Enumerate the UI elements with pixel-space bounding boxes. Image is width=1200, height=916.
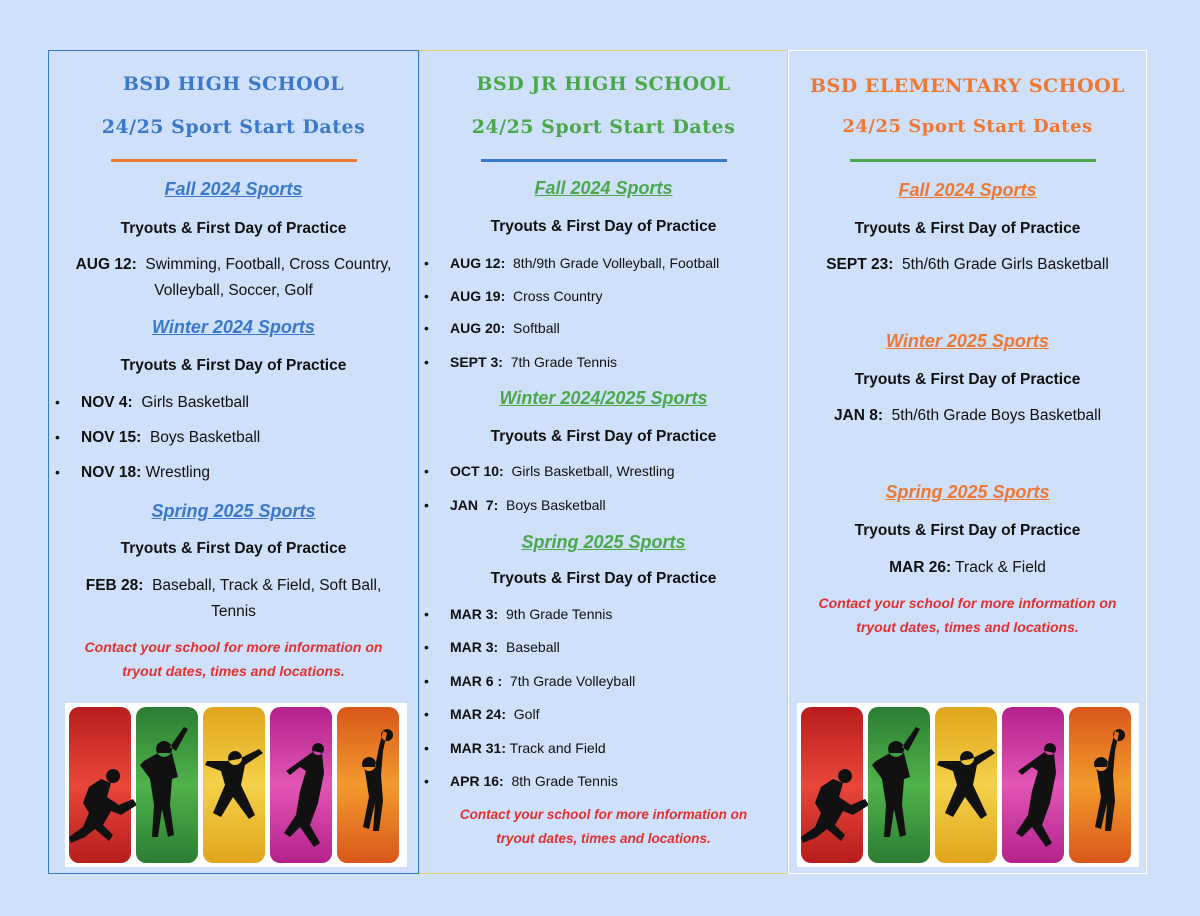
- item-date: AUG 19:: [450, 288, 506, 304]
- fall-heading: Fall 2024 Sports: [898, 180, 1037, 200]
- fall-sports-line2: Volleyball, Soccer, Golf: [154, 282, 313, 299]
- elementary-school-column: [788, 50, 1147, 874]
- divider: [850, 159, 1096, 162]
- item-sport: 7th Grade Tennis: [510, 354, 618, 370]
- contact-note: [789, 591, 1146, 639]
- page-title: 24/25 Sport Start Dates: [842, 116, 1093, 137]
- school-name: BSD HIGH SCHOOL: [122, 73, 345, 95]
- item-sport: Track and Field: [509, 740, 606, 756]
- item-date: NOV 15:: [81, 429, 142, 446]
- contact-line2: tryout dates, times and locations.: [496, 831, 711, 846]
- item-date: MAR 24:: [450, 706, 507, 722]
- spring-date: MAR 26:: [889, 559, 952, 576]
- item-sport: 7th Grade Volleyball: [509, 673, 636, 689]
- spring-sports-line2: Tennis: [211, 603, 256, 620]
- winter-item: [450, 497, 606, 513]
- item-date: JAN 7:: [450, 497, 499, 513]
- winter-subheading: Tryouts & First Day of Practice: [120, 357, 347, 374]
- item-date: NOV 18:: [81, 464, 142, 481]
- fall-subheading: Tryouts & First Day of Practice: [120, 220, 347, 237]
- spring-item: [450, 706, 539, 722]
- fall-item: [450, 320, 560, 336]
- spring-heading: Spring 2025 Sports: [885, 482, 1050, 502]
- item-date: MAR 31:: [450, 740, 507, 756]
- winter-date: JAN 8:: [833, 407, 884, 424]
- fall-sport: 5th/6th Grade Girls Basketball: [902, 256, 1109, 273]
- winter-subheading: Tryouts & First Day of Practice: [854, 371, 1081, 388]
- winter-heading: Winter 2024 Sports: [152, 317, 315, 337]
- fall-item: [450, 354, 617, 370]
- contact-note: [49, 635, 418, 683]
- fall-item: [450, 255, 719, 271]
- item-sport: Girls Basketball, Wrestling: [511, 463, 675, 479]
- item-sport: Golf: [513, 706, 540, 722]
- winter-sport: 5th/6th Grade Boys Basketball: [891, 407, 1102, 424]
- fall-heading: Fall 2024 Sports: [164, 179, 303, 199]
- spring-subheading: Tryouts & First Day of Practice: [490, 570, 717, 587]
- spring-date: FEB 28:: [85, 577, 144, 594]
- sports-silhouette-banner: [65, 703, 407, 867]
- banner-panel: [270, 707, 332, 863]
- spring-item: [450, 606, 612, 622]
- sports-silhouette-banner: [797, 703, 1139, 867]
- spring-sports-line1: Baseball, Track & Field, Soft Ball,: [152, 577, 382, 594]
- winter-subheading: Tryouts & First Day of Practice: [490, 428, 717, 445]
- spring-item: [450, 639, 560, 655]
- jr-high-school-column: [419, 50, 788, 874]
- winter-item: [81, 464, 210, 482]
- item-date: SEPT 3:: [450, 354, 503, 370]
- item-sport: Girls Basketball: [141, 394, 249, 411]
- winter-dates: [789, 403, 1146, 429]
- item-sport: Softball: [513, 320, 560, 336]
- item-date: OCT 10:: [450, 463, 504, 479]
- divider: [481, 159, 727, 162]
- contact-line1: Contact your school for more information on: [818, 595, 1117, 611]
- item-sport: Baseball: [506, 639, 560, 655]
- fall-heading: Fall 2024 Sports: [534, 178, 673, 198]
- spring-item: [450, 673, 635, 689]
- item-date: MAR 6 :: [450, 673, 503, 689]
- item-sport: Cross Country: [513, 288, 603, 304]
- contact-note: [420, 803, 787, 851]
- contact-line1: Contact your school for more information on: [459, 807, 748, 822]
- fall-date: SEPT 23:: [826, 256, 894, 273]
- item-sport: 9th Grade Tennis: [506, 606, 613, 622]
- fall-subheading: Tryouts & First Day of Practice: [490, 218, 717, 235]
- winter-item: [81, 429, 260, 447]
- spring-dates: [49, 573, 418, 625]
- contact-line1: Contact your school for more information on: [84, 639, 383, 655]
- item-sport: Wrestling: [145, 464, 210, 481]
- spring-item: [450, 773, 618, 789]
- spring-heading: Spring 2025 Sports: [151, 501, 316, 521]
- fall-dates: [49, 252, 418, 304]
- spring-item: [450, 740, 606, 756]
- item-date: MAR 3:: [450, 606, 499, 622]
- fall-date: AUG 12:: [75, 256, 137, 273]
- winter-heading: Winter 2024/2025 Sports: [499, 388, 708, 408]
- spring-heading: Spring 2025 Sports: [521, 532, 686, 552]
- item-sport: Boys Basketball: [149, 429, 261, 446]
- divider: [111, 159, 357, 162]
- contact-line2: tryout dates, times and locations.: [122, 663, 345, 679]
- page-title: 24/25 Sport Start Dates: [101, 116, 366, 138]
- spring-subheading: Tryouts & First Day of Practice: [854, 522, 1081, 539]
- fall-item: [450, 288, 602, 304]
- item-date: MAR 3:: [450, 639, 499, 655]
- contact-line2: tryout dates, times and locations.: [856, 619, 1079, 635]
- school-name: BSD JR HIGH SCHOOL: [476, 73, 731, 95]
- winter-item: [81, 394, 249, 412]
- spring-subheading: Tryouts & First Day of Practice: [120, 540, 347, 557]
- spring-dates: [789, 555, 1146, 581]
- school-name: BSD ELEMENTARY SCHOOL: [809, 75, 1126, 97]
- item-date: APR 16:: [450, 773, 504, 789]
- item-sport: Boys Basketball: [506, 497, 606, 513]
- fall-subheading: Tryouts & First Day of Practice: [854, 220, 1081, 237]
- item-sport: 8th Grade Tennis: [511, 773, 618, 789]
- high-school-column: [48, 50, 419, 874]
- item-date: NOV 4:: [81, 394, 133, 411]
- winter-item: [450, 463, 675, 479]
- fall-dates: [789, 252, 1146, 278]
- item-date: AUG 20:: [450, 320, 506, 336]
- page-title: 24/25 Sport Start Dates: [471, 116, 736, 138]
- winter-heading: Winter 2025 Sports: [886, 331, 1049, 351]
- fall-sports-line1: Swimming, Football, Cross Country,: [145, 256, 392, 273]
- item-date: AUG 12:: [450, 255, 506, 271]
- spring-sport: Track & Field: [955, 559, 1046, 576]
- banner-panel: [1002, 707, 1064, 863]
- item-sport: 8th/9th Grade Volleyball, Football: [513, 255, 720, 271]
